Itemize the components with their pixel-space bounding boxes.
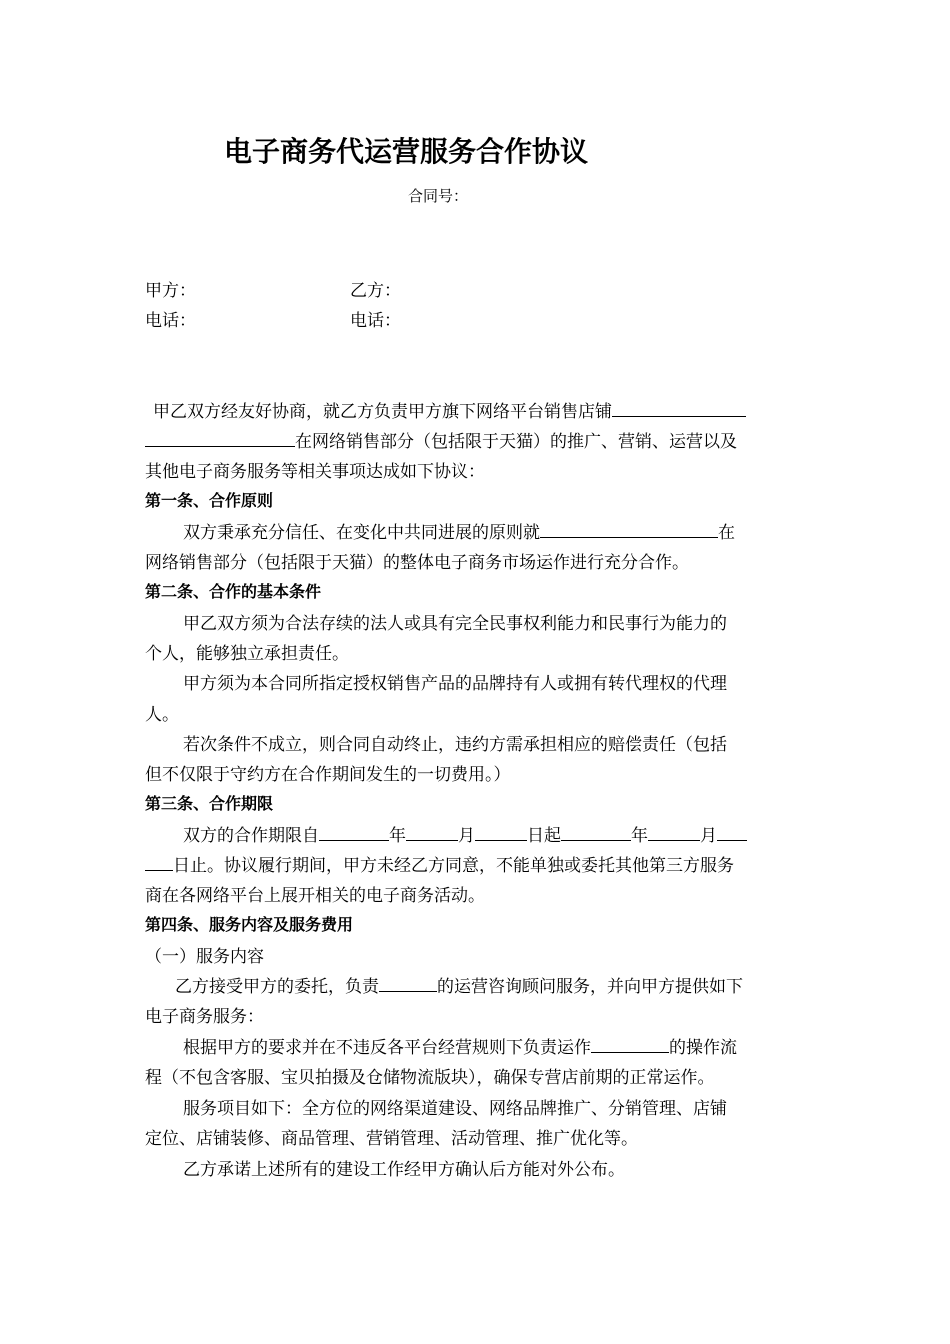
art3-month-2: 月 <box>700 826 717 846</box>
intro-line-3: 其他电子商务服务等相关事项达成如下协议： <box>145 462 485 482</box>
article-2-line-3: 甲方须为本合同所指定授权销售产品的品牌持有人或拥有转代理权的代理 <box>183 674 727 694</box>
blank-start-day <box>475 824 527 841</box>
art3-prefix: 双方的合作期限自 <box>183 826 319 846</box>
party-a-label: 甲方： <box>145 281 196 301</box>
page-title: 电子商务代运营服务合作协议 <box>224 135 589 168</box>
article-4-para-3-line-1: 服务项目如下：全方位的网络渠道建设、网络品牌推广、分销管理、店铺 <box>183 1099 727 1119</box>
art3-text-2: 日止。协议履行期间，甲方未经乙方同意，不能单独或委托其他第三方服务 <box>173 856 734 876</box>
article-1-heading: 第一条、合作原则 <box>145 491 274 510</box>
article-3-line-3: 商在各网络平台上展开相关的电子商务活动。 <box>145 886 485 906</box>
art3-day-from: 日起 <box>527 826 561 846</box>
article-2-line-6: 但不仅限于守约方在合作期间发生的一切费用。） <box>145 765 511 785</box>
article-4-para-1-line-1 <box>175 972 743 997</box>
blank-art4-operate <box>591 1036 669 1053</box>
article-1-line-1 <box>183 518 735 543</box>
art4-p1a: 乙方接受甲方的委托，负责 <box>175 977 379 997</box>
article-2-line-1: 甲乙双方须为合法存续的法人或具有完全民事权利能力和民事行为能力的 <box>183 614 727 634</box>
intro-text-2: 在网络销售部分（包括限于天猫）的推广、营销、运营以及 <box>295 432 737 452</box>
blank-art4-service <box>379 975 437 992</box>
blank-end-day-cont <box>145 854 173 871</box>
intro-line-1 <box>153 397 746 422</box>
article-4-para-2-line-2: 程（不包含客服、宝贝拍摄及仓储物流版块），确保专营店前期的正常运作。 <box>145 1068 715 1088</box>
article-3-line-1 <box>183 821 747 846</box>
blank-store-cont <box>145 430 295 447</box>
art4-p2a: 根据甲方的要求并在不违反各平台经营规则下负责运作 <box>183 1038 591 1058</box>
article-2-heading: 第二条、合作的基本条件 <box>145 582 322 601</box>
blank-end-day <box>717 824 747 841</box>
blank-end-year <box>561 824 631 841</box>
blank-art1 <box>540 521 718 538</box>
art3-year-1: 年 <box>389 826 406 846</box>
intro-line-2 <box>145 427 737 452</box>
art4-p2b: 的操作流 <box>669 1038 737 1058</box>
art3-year-2: 年 <box>631 826 648 846</box>
article-2-line-2: 个人，能够独立承担责任。 <box>145 644 349 664</box>
contract-number-label: 合同号： <box>408 187 469 205</box>
phone-a-label: 电话： <box>145 311 196 331</box>
blank-start-month <box>406 824 458 841</box>
party-b-label: 乙方： <box>350 281 401 301</box>
article-4-para-3-line-2: 定位、店铺装修、商品管理、营销管理、活动管理、推广优化等。 <box>145 1129 638 1149</box>
article-3-heading: 第三条、合作期限 <box>145 794 274 813</box>
art1-text-1a: 双方秉承充分信任、在变化中共同进展的原则就 <box>183 523 540 543</box>
art3-month-1: 月 <box>458 826 475 846</box>
blank-store <box>612 400 746 417</box>
art1-text-1b: 在 <box>718 523 735 543</box>
article-4-para-4: 乙方承诺上述所有的建设工作经甲方确认后方能对外公布。 <box>183 1160 625 1180</box>
intro-text-1: 甲乙双方经友好协商，就乙方负责甲方旗下网络平台销售店铺 <box>153 402 612 422</box>
article-4-para-1-line-2: 电子商务服务： <box>145 1007 264 1027</box>
article-3-line-2 <box>145 851 734 876</box>
art4-p1b: 的运营咨询顾问服务，并向甲方提供如下 <box>437 977 743 997</box>
blank-start-year <box>319 824 389 841</box>
blank-end-month <box>648 824 700 841</box>
article-4-para-2-line-1 <box>183 1033 737 1058</box>
article-4-heading: 第四条、服务内容及服务费用 <box>145 915 354 934</box>
article-2-line-4: 人。 <box>145 705 179 725</box>
article-4-subheading-1: （一）服务内容 <box>145 947 264 967</box>
phone-b-label: 电话： <box>350 311 401 331</box>
article-2-line-5: 若次条件不成立，则合同自动终止，违约方需承担相应的赔偿责任（包括 <box>183 735 727 755</box>
article-1-line-2: 网络销售部分（包括限于天猫）的整体电子商务市场运作进行充分合作。 <box>145 553 689 573</box>
